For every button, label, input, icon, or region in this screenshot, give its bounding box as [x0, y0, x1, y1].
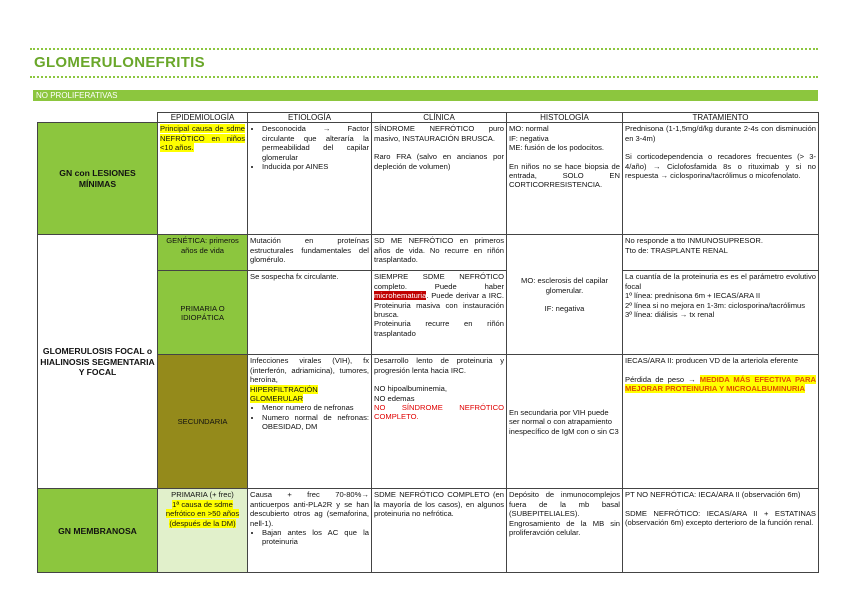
gncm-hist-text: ME: fusión de los podocitos. [509, 143, 604, 153]
col-header-epidemiologia: EPIDEMIOLOGÍA [158, 113, 248, 123]
gnm-tratamiento [623, 489, 819, 573]
gfs-prim-trat-text: 2º línea si no mejora en 1-3m: ciclosporina/tacrólimus [625, 300, 806, 310]
col-header-etiologia: ETIOLOGÍA [248, 113, 372, 123]
gfs-sec-trat-text: IECAS/ARA II: producen VD de la arteriola eferente [625, 356, 799, 366]
gncm-hist-text: MO: normal [509, 124, 549, 134]
gfs-gen-trat-text: No responde a tto INMUNOSUPRESOR. [625, 236, 764, 246]
gncm-clin-text: SÍNDROME NEFRÓTICO puro masivo, INSTAURACIÓN BRUSCA. [374, 124, 504, 143]
gncm-clinica [372, 123, 507, 235]
page-title: GLOMERULONEFRITIS [34, 54, 205, 71]
microhematuria-highlight: microhematuria [374, 291, 427, 301]
gncm-trat-text: Prednisona (1-1,5mg/d/kg durante 2-4s con disminución en 3-4m) [625, 124, 816, 143]
gncm-histologia [507, 123, 623, 235]
gnm-etio-item: • Bajan antes los AC que la proteinuria [262, 528, 369, 547]
gfs-hist-text: MO: esclerosis del capilar glomerular. [521, 276, 608, 295]
row-gnm [38, 489, 819, 573]
gncm-clin-text: Raro FRA (salvo en ancianos por depleción de volumen) [374, 152, 504, 171]
gnm-etiologia [248, 489, 372, 573]
gncm-epidemiologia [158, 123, 248, 235]
col-header-tratamiento: TRATAMIENTO [623, 113, 819, 123]
row-label-gncm: GN con LESIONES MÍNIMAS [38, 123, 158, 235]
section-header: NO PROLIFERATIVAS [33, 90, 818, 101]
gfs-prim-trat-text: La cuantía de la proteinuria es es el parámetro evolutivo focal [625, 272, 816, 291]
col-header-clinica: CLÍNICA [372, 113, 507, 123]
gncm-trat-text: Si corticodependencia o recadores frecuentes (> 3-4/año) → Ciclofosfamida 8s o rituximab y si no respuesta → ciclosporina/tacrólimus o micofenolato. [625, 152, 816, 181]
gncm-etiologia [248, 123, 372, 235]
gfs-secundaria-label: SECUNDARIA [158, 355, 248, 489]
gfs-prim-trat-text: 1º línea: prednisona 6m + IECAS/ARA II [625, 291, 761, 301]
gfs-prim-clin-text: Proteinuria recurre en riñón trasplantado [374, 319, 504, 338]
medida-efectiva-highlight: MEDIDA MÁS EFECTIVA PARA MEJORAR PROTEINURIA Y MICROALBUMINURIA [625, 374, 816, 394]
row-label-gfs: GLOMERULOSIS FOCAL o HIALINOSIS SEGMENTARIA Y FOCAL [38, 235, 158, 489]
corner-cell [38, 113, 158, 123]
gnm-epi-highlight: 1ª causa de sdme nefrótico en >50 años (después de la DM) [165, 499, 240, 528]
gfs-histologia-a [507, 235, 623, 355]
gnm-etio-text: Causa + frec 70-80%→ anticuerpos anti-PLA2R y se han descubierto otros ag (semaforina, nell-1). [250, 490, 369, 528]
gnm-trat-text: PT NO NEFRÓTICA: IECA/ARA II (observación 6m) [625, 490, 801, 500]
gfs-hist-text: En secundaria por VIH puede ser normal o con atrapamiento inespecífico de IgM con o sin C3 [509, 407, 619, 436]
row-label-gnm: GN MEMBRANOSA [38, 489, 158, 573]
gfs-hist-text: IF: negativa [544, 304, 585, 314]
gfs-gen-trat-text: Tto de: TRASPLANTE RENAL [625, 245, 728, 255]
gfs-genetica-clinica: SD ME NEFRÓTICO en primeros años de vida. No recurre en riñón trasplantado. [372, 235, 507, 271]
gfs-genetica-etiologia: Mutación en proteínas estructurales fundamentales del glomérulo. [248, 235, 372, 271]
gncm-etio-item: • Desconocida → Factor circulante que alteraría la permeabilidad del capilar glomerular [262, 124, 369, 162]
gfs-sec-clin-text: Desarrollo lento de proteinuria y progresión lenta hacia IRC. [374, 356, 504, 375]
gfs-primaria-label: PRIMARIA O IDIOPÁTICA [158, 271, 248, 355]
gfs-genetica-label: GENÉTICA: primeros años de vida [158, 235, 248, 271]
gnm-epidemiologia [158, 489, 248, 573]
gfs-secundaria-tratamiento [623, 355, 819, 489]
gfs-histologia-b [507, 355, 623, 489]
gfs-sec-etio-item: • Numero normal de nefronas: OBESIDAD, DM [262, 413, 369, 432]
gfs-genetica-tratamiento [623, 235, 819, 271]
title-frame [30, 48, 818, 78]
gfs-sec-clin-text: NO hipoalbuminemia, [374, 384, 448, 394]
gncm-etio-item: • Inducida por AINES [262, 162, 369, 171]
gncm-epi-text: Principal causa de sdme NEFRÓTICO en niños <10 años. [160, 124, 245, 153]
hiperfiltracion-highlight: HIPERFILTRACIÓN GLOMERULAR [250, 384, 318, 404]
gfs-prim-clin-text: SIEMPRE SDME NEFRÓTICO completo. Puede haber [374, 272, 504, 291]
gnm-histologia: Depósito de inmunocomplejos fuera de la mb basal (SUBEPITELIALES). Engrosamiento de la MB sin proliferavción celular. [507, 489, 623, 573]
gncm-tratamiento [623, 123, 819, 235]
gncm-hist-text: IF: negativa [509, 133, 549, 143]
gfs-primaria-clinica [372, 271, 507, 355]
gfs-sec-etio-text: Infecciones virales (VIH), fx (interferón, adriamicina), tumores, heroína, [250, 356, 369, 385]
gfs-prim-trat-text: 3º línea: diálisis → tx renal [625, 310, 715, 320]
row-gfs-genetica [38, 235, 819, 271]
gfs-primaria-etiologia: Se sospecha fx circulante. [248, 271, 372, 355]
col-header-histologia: HISTOLOGÍA [507, 113, 623, 123]
gfs-sec-clin-red: NO SÍNDROME NEFRÓTICO COMPLETO. [374, 403, 504, 422]
gncm-hist-text: En niños no se hace biopsia de entrada, SOLO EN CORTICORRESISTENCIA. [509, 161, 620, 190]
gfs-sec-etio-item: • Menor numero de nefronas [262, 403, 369, 412]
gfs-prim-clin-text: . Puede derivar a IRC. Proteinuria masiva con instauración brusca. [374, 291, 504, 320]
gfs-sec-clin-text: NO edemas [374, 393, 415, 403]
gfs-secundaria-clinica [372, 355, 507, 489]
gfs-secundaria-etiologia [248, 355, 372, 489]
row-gncm [38, 123, 819, 235]
header-row [38, 113, 819, 123]
gfs-primaria-tratamiento [623, 271, 819, 355]
gfs-sec-trat-text: Pérdida de peso → [625, 374, 696, 384]
gnm-trat-text: SDME NEFRÓTICO: IECAS/ARA II + ESTATINAS (observación 6m) excepto derterioro de la función renal. [625, 508, 816, 528]
gnm-epi-text: PRIMARIA (+ frec) [171, 490, 234, 500]
glomerulonephritis-table [37, 112, 819, 573]
gnm-clinica: SDME NEFRÓTICO COMPLETO (en la mayoría de los casos), en algunos proteinuria no nefrótica. [372, 489, 507, 573]
